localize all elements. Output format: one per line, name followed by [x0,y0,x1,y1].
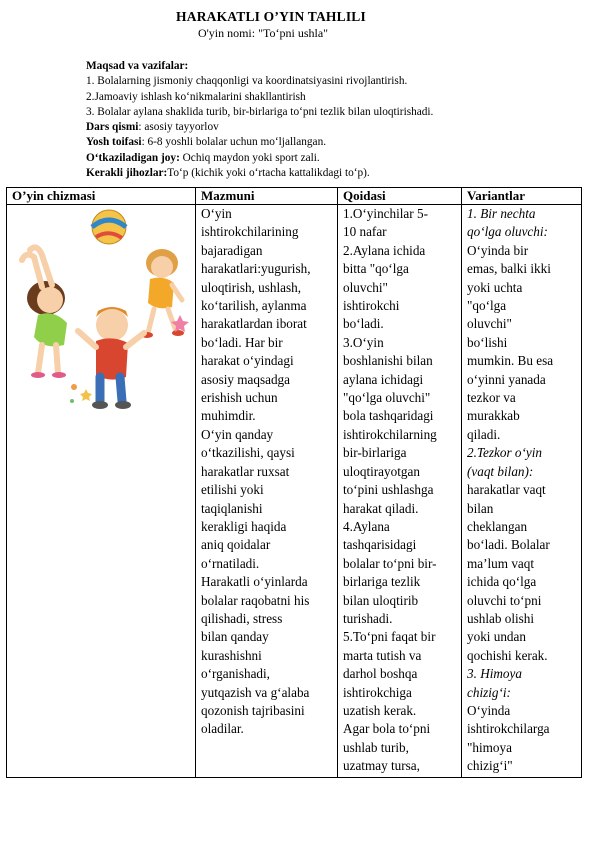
variants-line: O‘yinda bir [467,242,529,258]
rules-line: "qo‘lga oluvchi" [343,390,431,406]
rules-line: darhol boshqa [343,666,418,682]
content-line: uloqtirish, ushlash, [201,279,302,295]
rules-line: ishtirokchilarning [343,426,437,442]
content-line: qilishadi, stress [201,610,283,626]
content-line: Harakatli o‘yinlarda [201,574,308,590]
content-line: o‘rnatiladi. [201,555,260,571]
content-line: ko‘tarilish, aylanma [201,298,307,314]
rules-line: uzatmay tursa, [343,758,420,774]
variants-line: qochishi kerak. [467,647,548,663]
content-line: muhimdir. [201,408,256,424]
variants-line: "himoya [467,739,512,755]
rules-line: ishtirokchi [343,298,400,314]
goal-heading: Maqsad va vazifalar: [86,60,189,72]
content-line: qozonish tajribasini [201,702,305,718]
rules-line: bola tashqaridagi [343,408,434,424]
rules-line: bo‘ladi. [343,316,384,332]
table-header-row [7,188,582,205]
col-header-content: Mazmuni [196,188,338,205]
content-line: bolalar raqobatni his [201,592,310,608]
content-line: O‘yin qanday [201,426,274,442]
rules-line: ishtirokchiga [343,684,412,700]
rules-line: 10 nafar [343,224,387,240]
table-row [7,205,582,778]
rules-line: bolalar to‘pni bir- [343,555,437,571]
rules-line: bilan uloqtirib [343,592,419,608]
goal-item: 3. Bolalar aylana shaklida turib, bir-birlariga to‘pni tezlik bilan uloqtirishadi. [86,105,434,118]
rules-line: uzatish kerak. [343,702,417,718]
content-line: o‘tkazilishi, qaysi [201,445,295,461]
variants-line: tezkor va [467,390,516,406]
goal-item: 1. Bolalarning jismoniy chaqqonligi va koordinatsiyasini rivojlantirish. [86,75,408,88]
rules-line: 3.O‘yin [343,334,384,350]
variants-line: harakatlar vaqt [467,482,546,498]
variants-line: cheklangan [467,518,528,534]
content-line: harakatlar ruxsat [201,463,290,479]
variants-line: 1. Bir nechta [467,206,536,221]
variants-line: murakkab [467,408,520,424]
rules-line: oluvchi" [343,279,388,295]
variants-line: bo‘ladi. Bolalar [467,537,550,553]
goal-item: 2.Jamoaviy ishlash ko‘nikmalarini shakllantirish [86,90,306,103]
content-line: etilishi yoki [201,482,264,498]
rules-line: 1.O‘yinchilar 5- [343,206,428,221]
variants-line: yoki undan [467,629,526,645]
variants-cell [462,205,582,778]
variants-line: ma’lum vaqt [467,555,535,571]
variants-line: O‘yinda [467,702,511,718]
content-cell [196,205,338,778]
rules-line: tashqarisidagi [343,537,417,553]
variants-line: 3. Himoya [467,666,522,682]
content-line: harakat o‘yindagi [201,353,294,369]
children-playing-ball-illustration [12,205,192,430]
variants-line: yoki uchta [467,279,523,295]
age-group: Yosh toifasi: 6-8 yoshli bolalar uchun mo‘ljallangan. [86,136,327,149]
content-line: harakatlardan iborat [201,316,307,332]
scheme-cell [7,205,196,778]
variants-line: chizig‘i: [467,684,511,700]
content-line: aniq qoidalar [201,537,271,553]
content-line: erishish uchun [201,390,278,406]
rules-line: turishadi. [343,610,393,626]
content-line: kerakligi haqida [201,518,287,534]
col-header-rules: Qoidasi [338,188,462,205]
rules-line: ushlab turib, [343,739,409,755]
variants-line: ishtirokchilarga [467,721,550,737]
content-line: taqiqlanishi [201,500,263,516]
content-line: harakatlari:yugurish, [201,261,311,277]
col-header-scheme: O’yin chizmasi [7,188,196,205]
content-line: kurashishni [201,647,262,663]
content-line: oladilar. [201,721,244,737]
variants-line: chizig‘i" [467,758,513,774]
col-header-variants: Variantlar [462,188,582,205]
document-title: HARAKATLI O’YIN TAHLILI [176,9,366,24]
venue: O‘tkaziladigan joy: Ochiq maydon yoki sport zali. [86,151,320,164]
content-line: yutqazish va g‘alaba [201,684,310,700]
rules-line: 2.Aylana ichida [343,242,426,258]
content-line: o‘rganishadi, [201,666,270,682]
variants-line: bilan [467,500,494,516]
variants-line: ichida qo‘lga [467,574,537,590]
variants-line: emas, balki ikki [467,261,551,277]
variants-line: (vaqt bilan): [467,463,534,479]
rules-line: bitta "qo‘lga [343,261,409,277]
variants-line: 2.Tezkor o‘yin [467,445,542,461]
rules-line: to‘pini ushlashga [343,482,434,498]
variants-line: "qo‘lga [467,298,507,314]
content-line: ishtirokchilarining [201,224,299,240]
equipment: Kerakli jihozlar:To‘p (kichik yoki o‘rtacha kattalikdagi to‘p). [86,167,370,180]
variants-line: bo‘lishi [467,334,508,350]
content-line: bajaradigan [201,242,263,258]
variants-line: qo‘lga oluvchi: [467,224,548,240]
rules-line: uloqtirayotgan [343,463,420,479]
content-line: O‘yin [201,206,232,221]
variants-line: o‘yinni yanada [467,371,546,387]
intro-section [86,59,586,181]
rules-line: boshlanishi bilan [343,353,433,369]
content-line: asosiy maqsadga [201,371,290,387]
variants-line: qiladi. [467,426,501,442]
lesson-part: Dars qismi: asosiy tayyorlov [86,121,219,134]
content-line: bo‘ladi. Har bir [201,334,283,350]
rules-line: marta tutish va [343,647,422,663]
rules-line: Agar bola to‘pni [343,721,431,737]
rules-line: aylana ichidagi [343,371,424,387]
variants-line: mumkin. Bu esa [467,353,554,369]
variants-line: oluvchi" [467,316,512,332]
rules-line: 4.Aylana [343,518,390,534]
game-name: O'yin nomi: "To‘pni ushla" [197,26,329,40]
analysis-table [6,187,582,778]
rules-line: harakat qiladi. [343,500,419,516]
rules-line: bir-birlariga [343,445,407,461]
content-line: bilan qanday [201,629,269,645]
rules-line: 5.To‘pni faqat bir [343,629,436,645]
rules-line: birlariga tezlik [343,574,421,590]
variants-line: oluvchi to‘pni [467,592,542,608]
variants-line: ushlab olishi [467,610,535,626]
rules-cell [338,205,462,778]
